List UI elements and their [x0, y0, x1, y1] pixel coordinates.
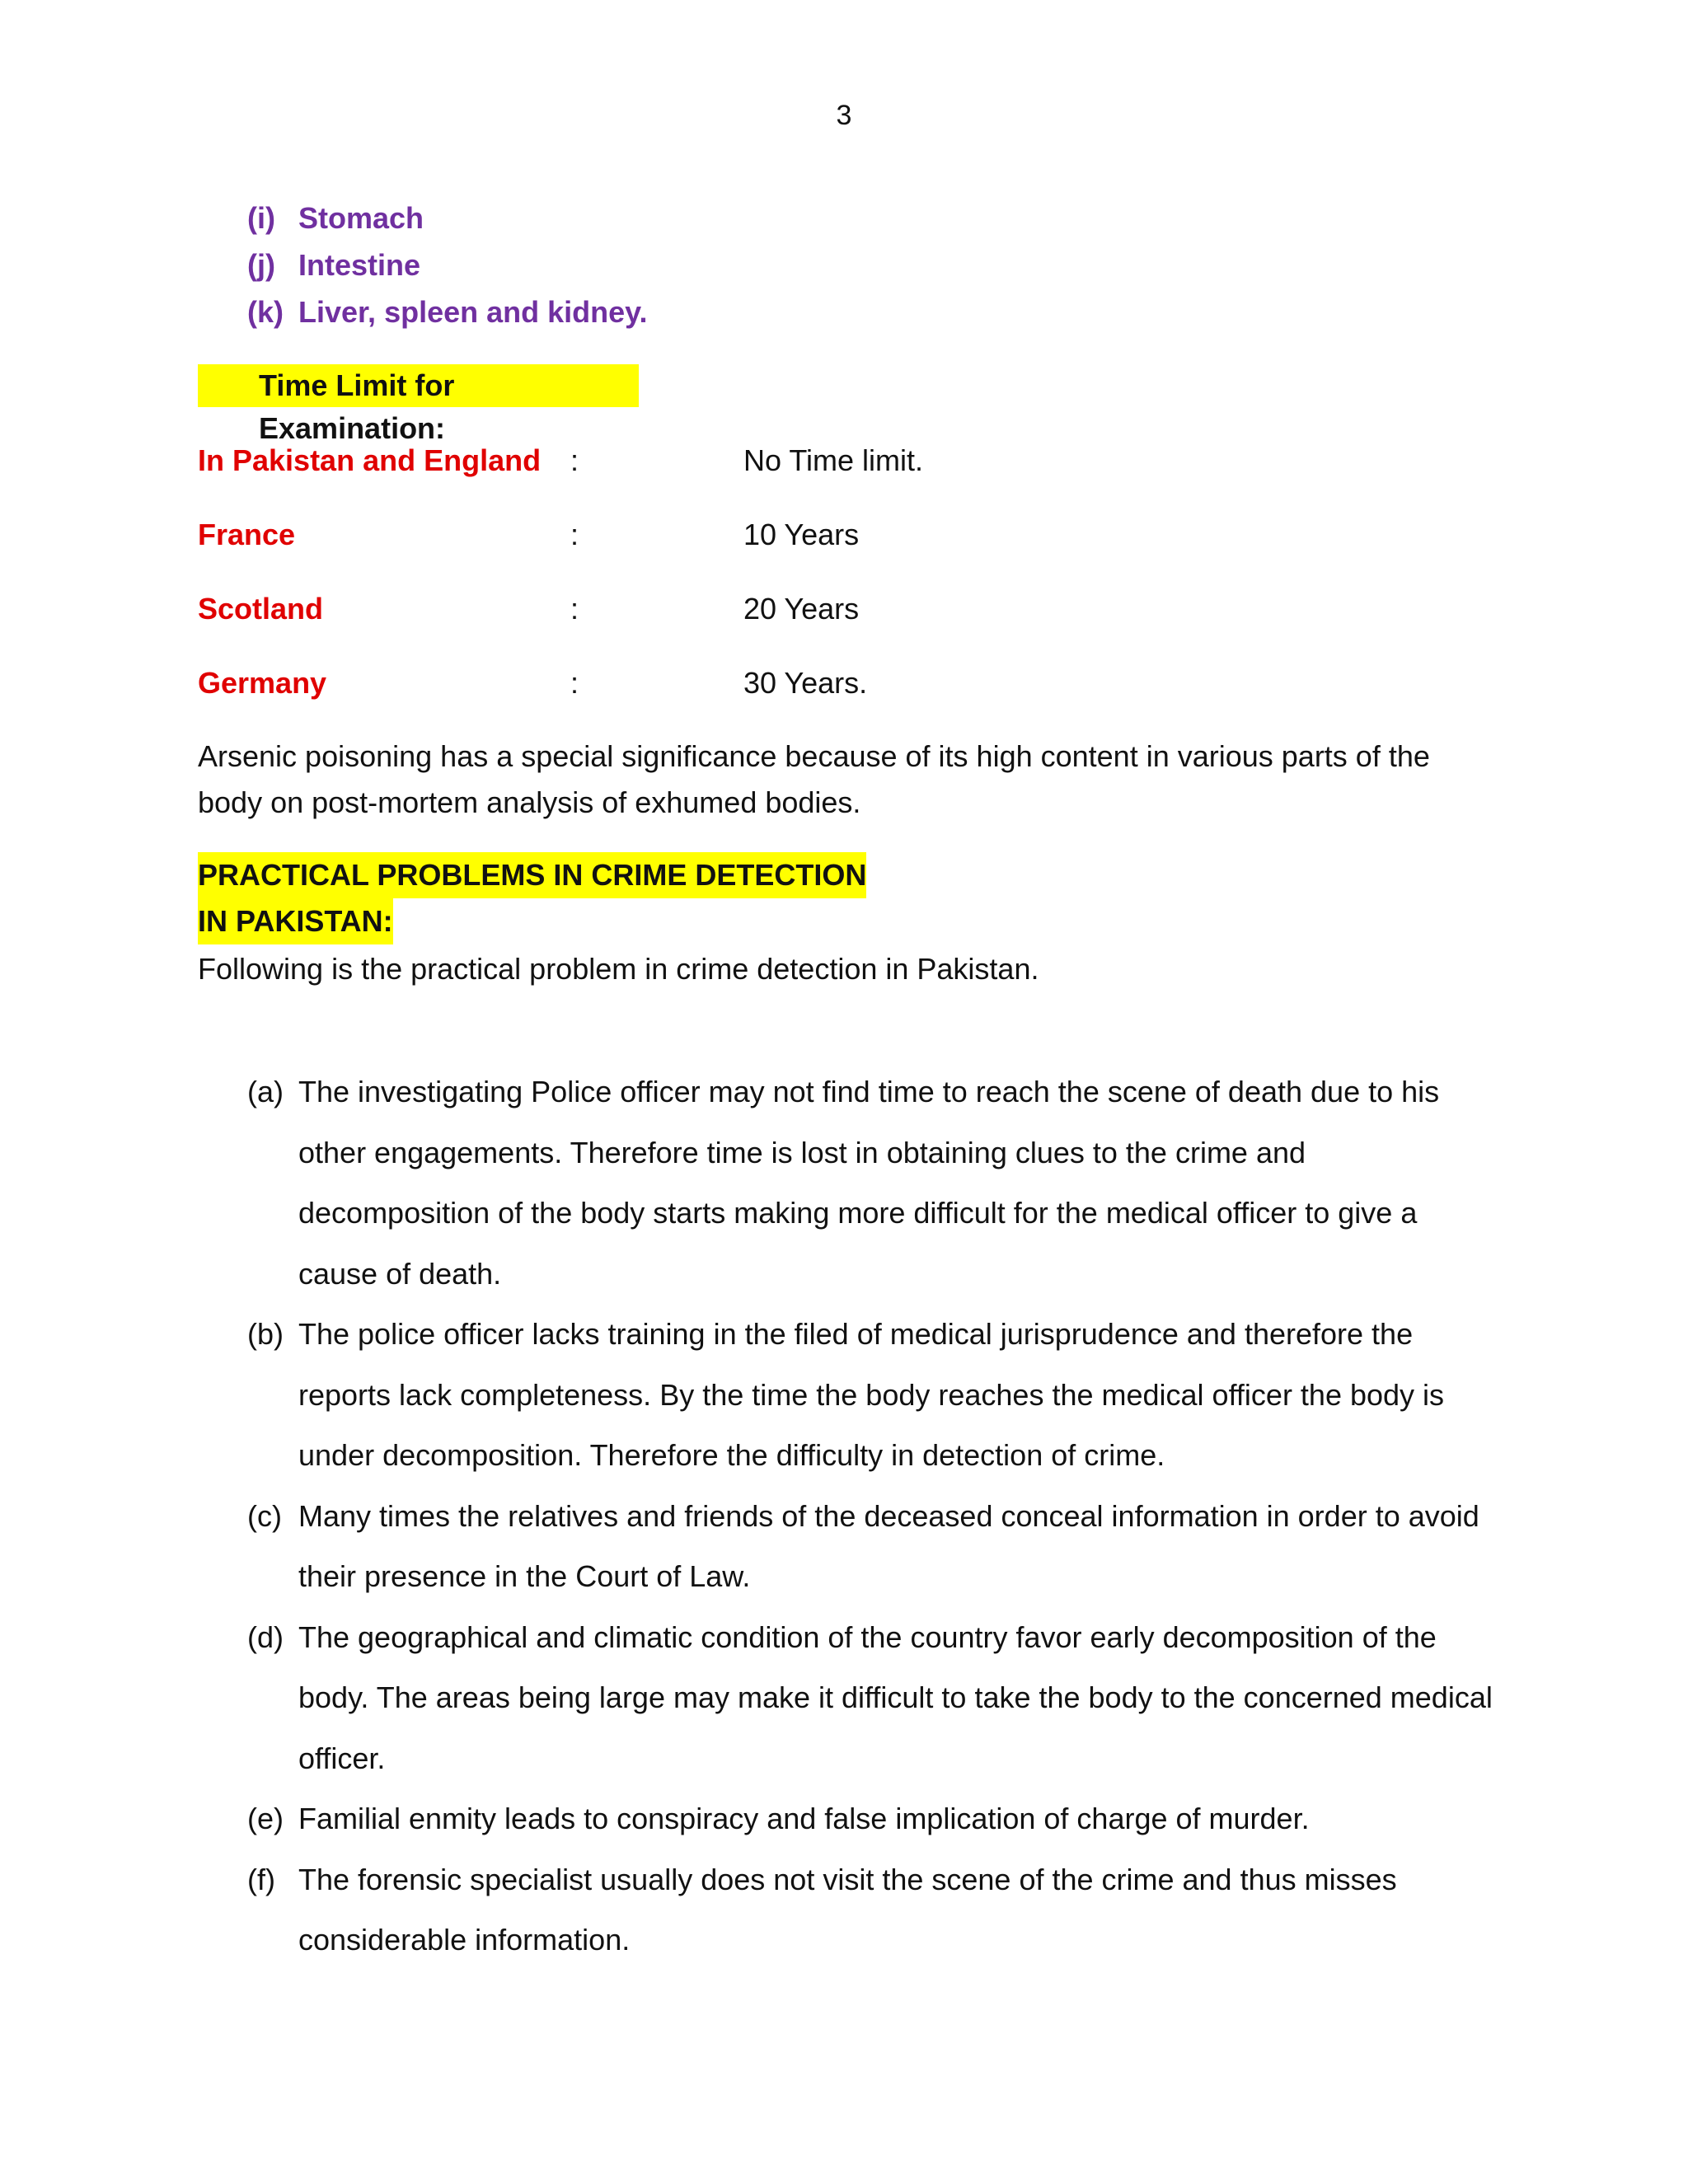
list-item-text: The investigating Police officer may not find time to reach the scene of death due to his other engagements. Therefore time is lost in obtaining clues to the crime and decomposition of the body starts making more difficult for the medical officer to give a cause of death. [298, 1075, 1440, 1291]
list-marker: (a) [247, 1075, 284, 1108]
country-label: Scotland [198, 592, 324, 626]
list-marker: (d) [247, 1619, 284, 1654]
time-limit-value: No Time limit. [743, 443, 924, 477]
list-marker: (e) [247, 1802, 284, 1835]
list-item-text: Many times the relatives and friends of the deceased conceal information in order to avoid their presence in the Court of Law. [298, 1498, 1479, 1593]
separator: : [570, 666, 579, 700]
time-limit-value: 10 Years [743, 518, 860, 551]
list-item [247, 293, 648, 340]
separator: : [570, 592, 579, 626]
practical-problems-list [247, 1062, 1500, 1971]
list-item-text: The police officer lacks training in the filed of medical jurisprudence and therefore the reports lack completeness. By the time the body reaches the medical officer the body is under decomposition. Therefore the difficulty in detection of crime. [298, 1317, 1445, 1472]
time-limit-value: 30 Years. [743, 666, 868, 700]
list-item [247, 199, 648, 246]
practical-heading-line-1: PRACTICAL PROBLEMS IN CRIME DETECTION [198, 852, 866, 898]
list-item [247, 1607, 1500, 1789]
list-marker: (j) [247, 248, 275, 282]
country-label: France [198, 518, 296, 551]
list-item [247, 1788, 1500, 1849]
time-limit-heading-text: Time Limit for Examination: [259, 368, 455, 445]
list-marker: (b) [247, 1317, 284, 1351]
page-number: 3 [836, 100, 852, 131]
list-marker: (i) [247, 201, 275, 235]
arsenic-paragraph: Arsenic poisoning has a special significance because of its high content in various parts of the body on post-mortem analysis of exhumed bodies. [198, 739, 1430, 819]
practical-heading-line-2: IN PAKISTAN: [198, 898, 393, 944]
separator: : [570, 518, 579, 551]
list-item [247, 1849, 1500, 1971]
list-item-text: Stomach [298, 201, 424, 235]
list-item-text: The forensic specialist usually does not visit the scene of the crime and thus misses considerable information. [298, 1862, 1397, 1957]
time-limit-heading [198, 364, 639, 445]
practical-problems-heading [198, 852, 866, 944]
country-label: Germany [198, 666, 327, 700]
list-marker: (f) [247, 1862, 275, 1896]
time-limit-value: 20 Years [743, 592, 860, 626]
separator: : [570, 443, 579, 477]
list-marker: (k) [247, 295, 284, 329]
practical-intro: Following is the practical problem in crime detection in Pakistan. [198, 952, 1039, 986]
organ-list [247, 199, 648, 340]
list-item-text: Intestine [298, 248, 421, 282]
list-item-text: Familial enmity leads to conspiracy and false implication of charge of murder. [298, 1802, 1310, 1835]
list-item-text: The geographical and climatic condition of the country favor early decomposition of the body. The areas being large may make it difficult to take the body to the concerned medical officer. [298, 1619, 1493, 1775]
list-item [247, 246, 648, 293]
list-item [247, 1304, 1500, 1486]
list-item [247, 1062, 1500, 1304]
list-marker: (c) [247, 1498, 282, 1533]
list-item-text: Liver, spleen and kidney. [298, 295, 648, 329]
list-item [247, 1486, 1500, 1607]
country-label: In Pakistan and England [198, 443, 542, 477]
